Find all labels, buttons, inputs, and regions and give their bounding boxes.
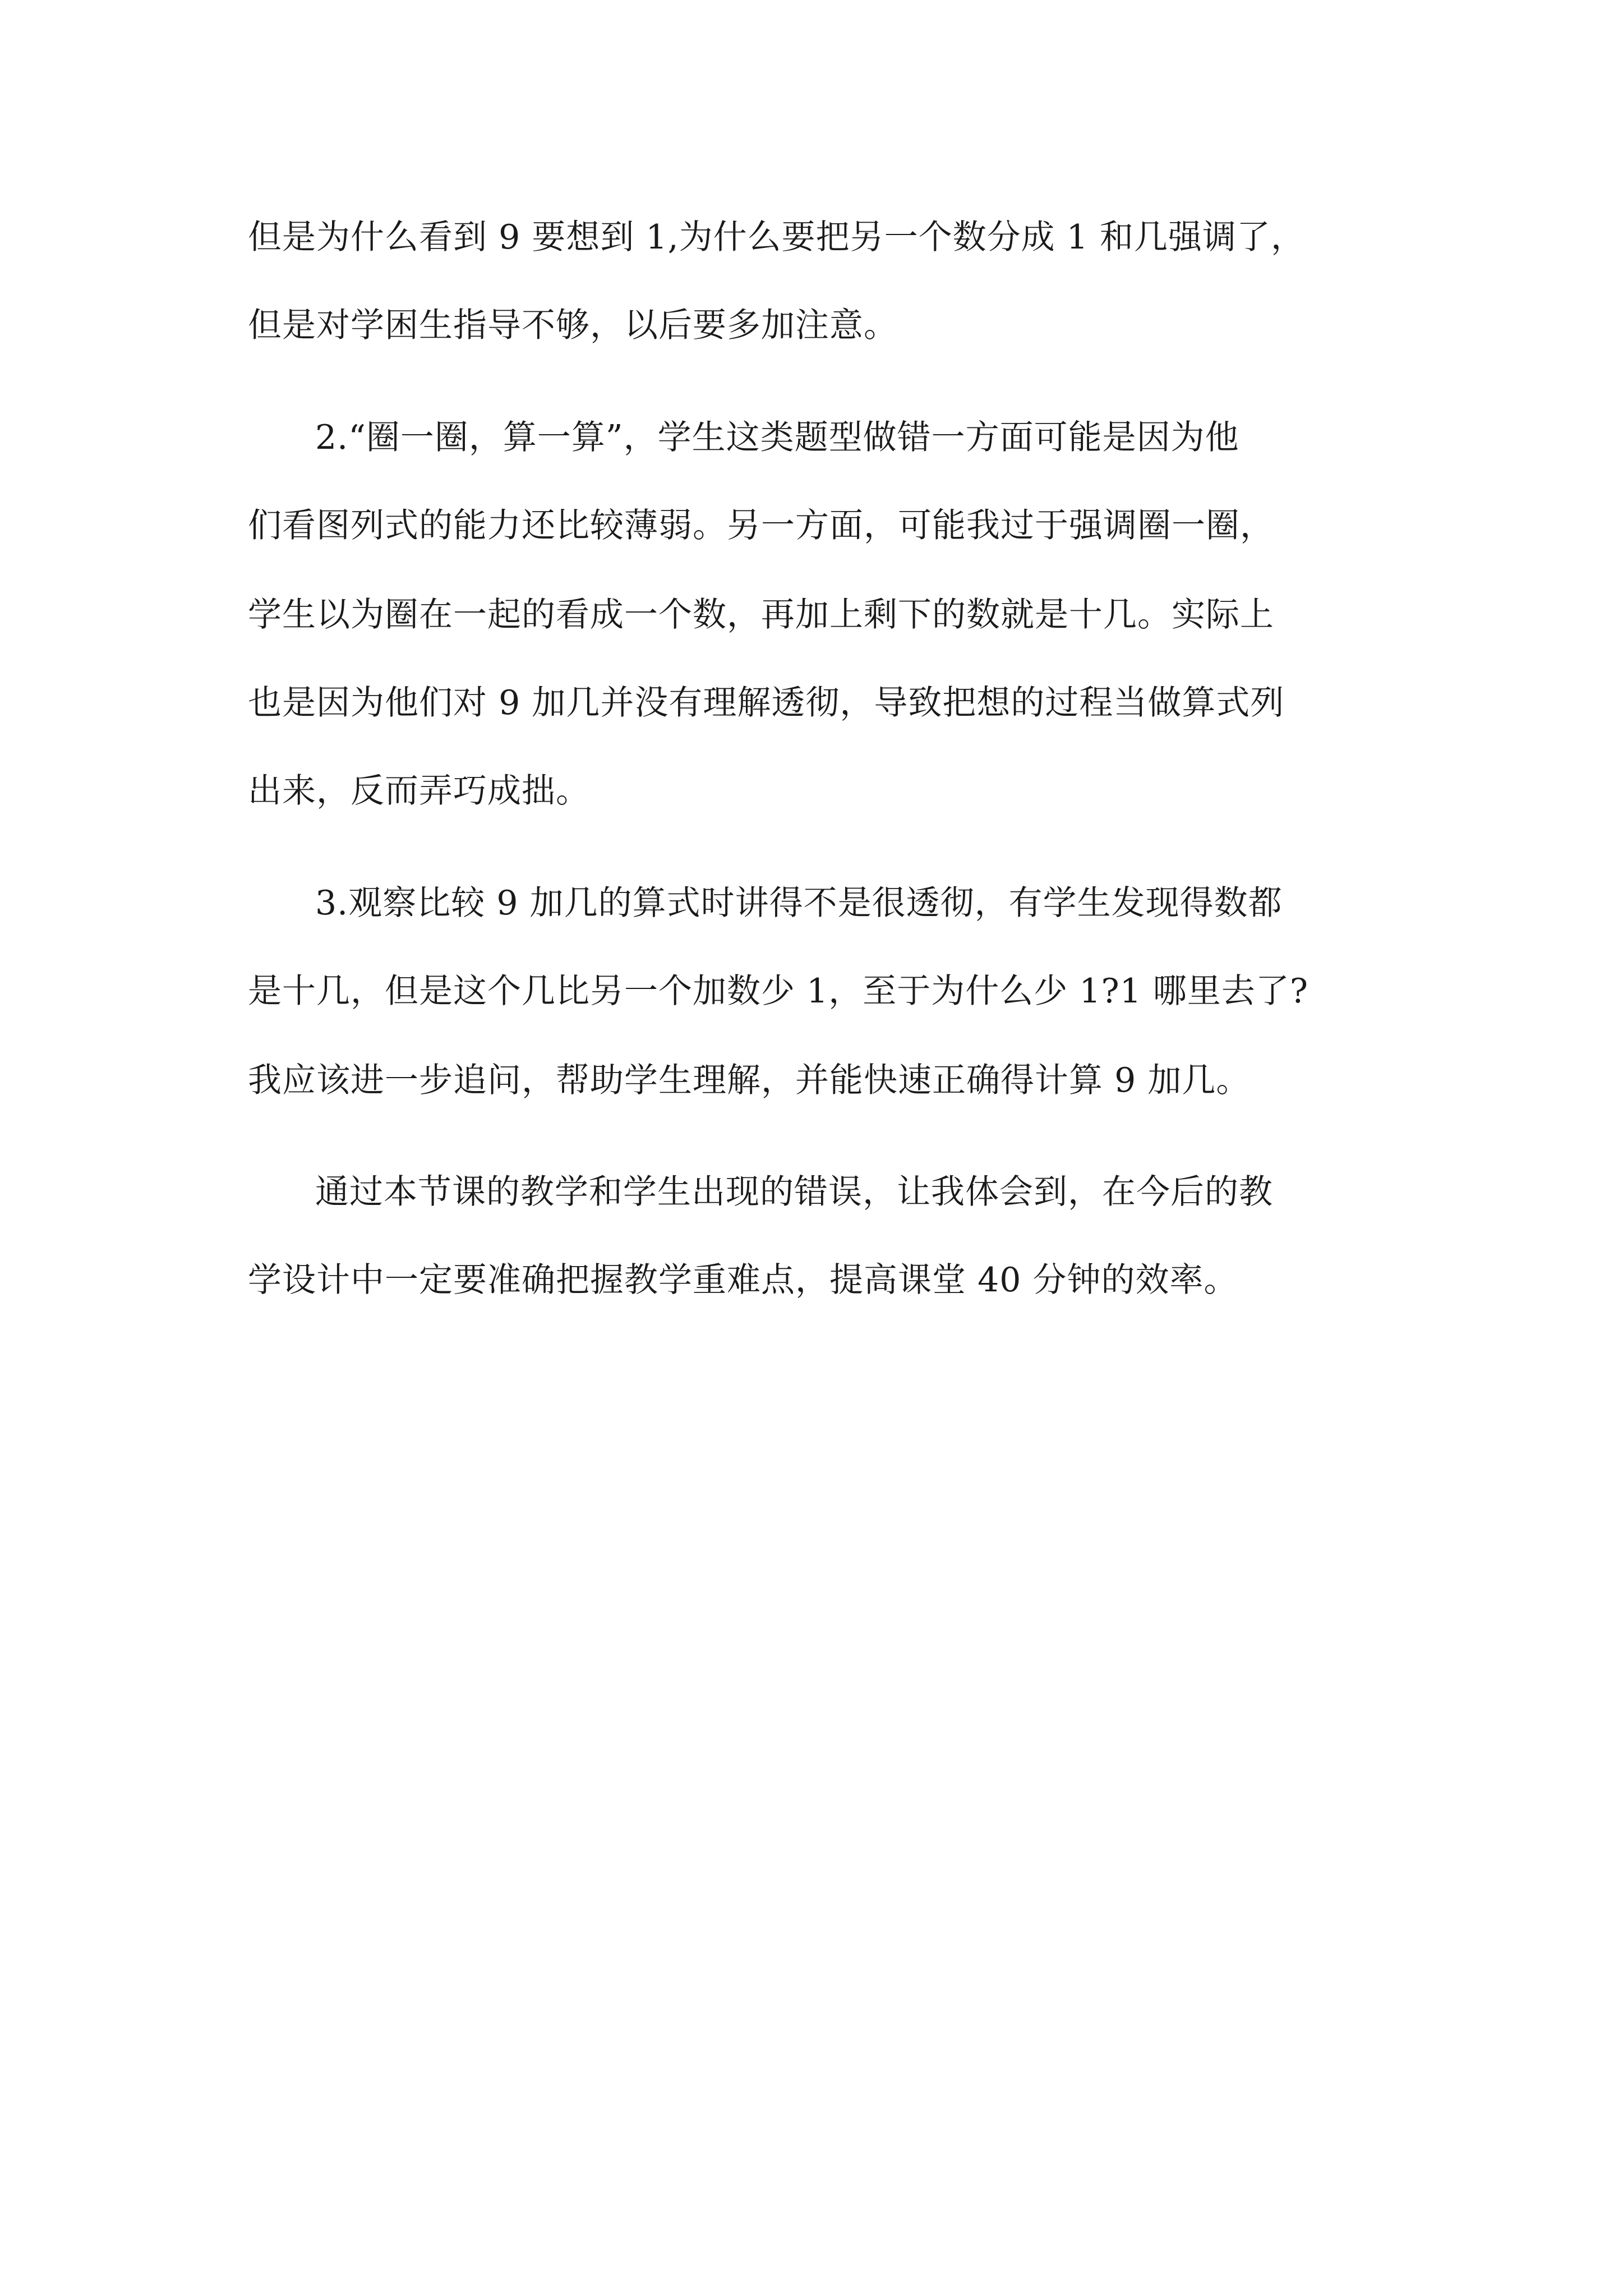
paragraph-2-line-4: 也是因为他们对 9 加几并没有理解透彻，导致把想的过程当做算式列 xyxy=(248,683,1285,723)
paragraph-4-line-2: 学设计中一定要准确把握教学重难点，提高课堂 40 分钟的效率。 xyxy=(248,1260,1238,1300)
paragraph-1-line-2: 但是对学困生指导不够，以后要多加注意。 xyxy=(248,306,898,345)
paragraph-2-line-5: 出来，反而弄巧成拙。 xyxy=(248,771,590,811)
paragraph-3-line-1: 3.观察比较 9 加几的算式时讲得不是很透彻，有学生发现得数都 xyxy=(315,884,1283,923)
paragraph-3-line-3: 我应该进一步追问，帮助学生理解，并能快速正确得计算 9 加几。 xyxy=(248,1061,1251,1100)
paragraph-2-line-3: 学生以为圈在一起的看成一个数，再加上剩下的数就是十几。实际上 xyxy=(248,595,1274,634)
paragraph-1-line-1: 但是为什么看到 9 要想到 1,为什么要把另一个数分成 1 和几强调了， xyxy=(248,218,1305,257)
paragraph-3-line-2: 是十几，但是这个几比另一个加数少 1，至于为什么少 1?1 哪里去了? xyxy=(248,972,1309,1011)
paragraph-2-line-2: 们看图列式的能力还比较薄弱。另一方面，可能我过于强调圈一圈， xyxy=(248,506,1274,545)
paragraph-2-line-1: 2.“圈一圈，算一算”，学生这类题型做错一方面可能是因为他 xyxy=(315,418,1239,457)
paragraph-4-line-1: 通过本节课的教学和学生出现的错误，让我体会到，在今后的教 xyxy=(315,1172,1273,1212)
